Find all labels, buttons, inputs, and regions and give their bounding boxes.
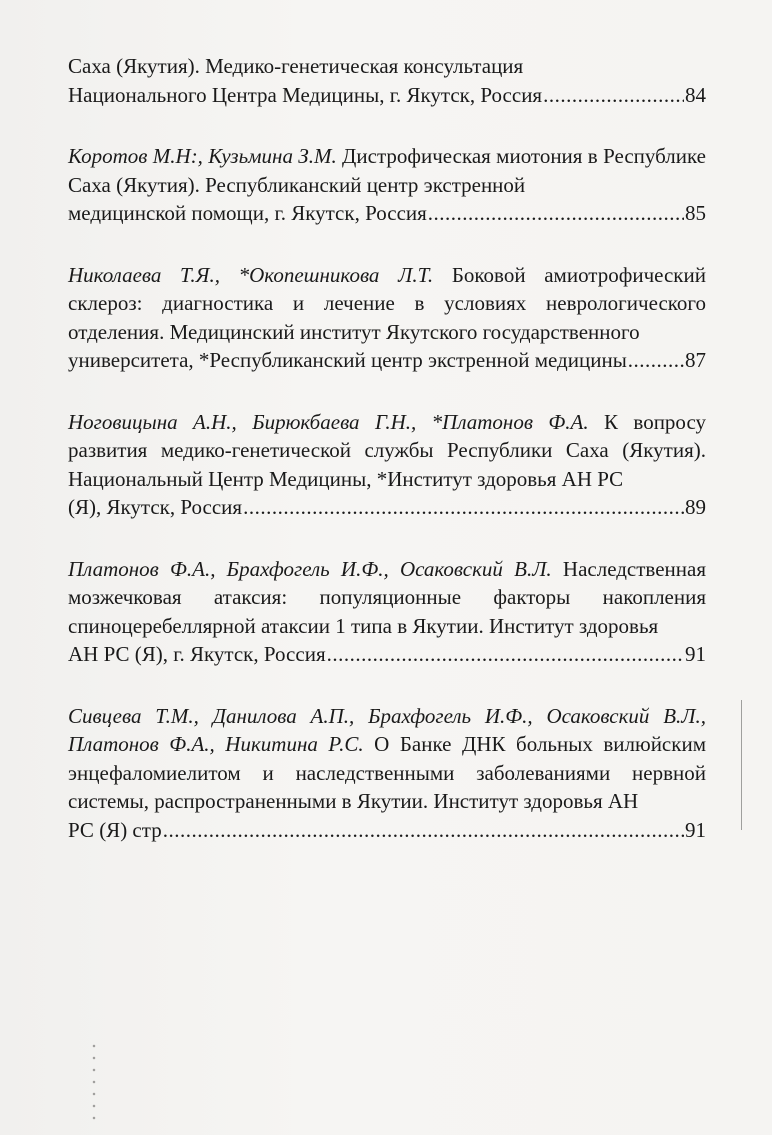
page-number: 85: [685, 201, 706, 225]
entry-title: Наследственная мозжечковая атаксия: популяционные факторы накопления спиноцеребеллярной атаксии 1 типа в Якутии. Институт здоровья: [68, 556, 706, 638]
toc-entry: [68, 261, 706, 375]
page-number: 89: [685, 495, 706, 519]
entry-authors: Сивцева Т.М., Данилова А.П., Брахфогель И.Ф., Осаковский В.Л., Платонов Ф.А., Никитина Р.С.: [68, 703, 706, 756]
entry-last-line: [68, 816, 706, 845]
entry-last-line: [68, 346, 706, 375]
toc-entry: [68, 702, 706, 845]
entry-title: Саха (Якутия). Медико-генетическая консультация: [68, 54, 524, 78]
entry-authors: Платонов Ф.А., Брахфогель И.Ф., Осаковский В.Л.: [68, 556, 552, 581]
dot-leader: [163, 816, 684, 845]
entry-last-line: [68, 81, 706, 110]
entry-last-line: [68, 640, 706, 669]
toc-entry: [68, 142, 706, 228]
toc-entry: [68, 408, 706, 522]
page-number: 91: [685, 817, 706, 842]
entry-source: АН РС (Я), г. Якутск, Россия: [68, 642, 326, 666]
toc-entry: [68, 52, 706, 109]
table-of-contents: [68, 52, 706, 877]
entry-source: (Я), Якутск, Россия: [68, 495, 243, 519]
toc-entry: [68, 555, 706, 669]
entry-title: Дистрофическая миотония в Республике Саха (Якутия). Республиканский центр экстренной: [68, 144, 706, 197]
entry-source: РС (Я) стр: [68, 817, 162, 842]
binding-dots: [92, 1040, 96, 1120]
entry-authors: Николаева Т.Я., *Окопешникова Л.Т.: [68, 262, 434, 287]
entry-last-line: [68, 493, 706, 522]
entry-source: медицинской помощи, г. Якутск, Россия: [68, 201, 427, 225]
dot-leader: [243, 493, 684, 522]
page-number: 87: [685, 348, 706, 372]
entry-source: Национального Центра Медицины, г. Якутск, Россия: [68, 82, 543, 107]
entry-title: Боковой амиотрофический склероз: диагностика и лечение в условиях неврологического отделения. Медицинский институт Якутского государственного: [68, 262, 706, 344]
dot-leader: [428, 199, 684, 228]
entry-authors: Ноговицына А.Н., Бирюкбаева Г.Н., *Платонов Ф.А.: [68, 409, 589, 434]
page-edge-shadow: [741, 700, 742, 830]
entry-source: университета, *Республиканский центр экстренной медицины: [68, 348, 627, 372]
page-number: 84: [685, 82, 706, 107]
dot-leader: [543, 81, 684, 110]
dot-leader: [327, 640, 684, 669]
dot-leader: [628, 346, 684, 375]
entry-last-line: [68, 199, 706, 228]
entry-title: О Банке ДНК больных вилюйским энцефаломиелитом и наследственными заболеваниями нервной системы, распространенными в Якутии. Институт здоровья АН: [68, 732, 706, 813]
entry-authors: Коротов М.Н:, Кузьмина З.М.: [68, 144, 337, 168]
entry-title: К вопросу развития медико-генетической службы Республики Саха (Якутия). Национальный Центр Медицины, *Институт здоровья АН РС: [68, 409, 706, 491]
page-number: 91: [685, 642, 706, 666]
